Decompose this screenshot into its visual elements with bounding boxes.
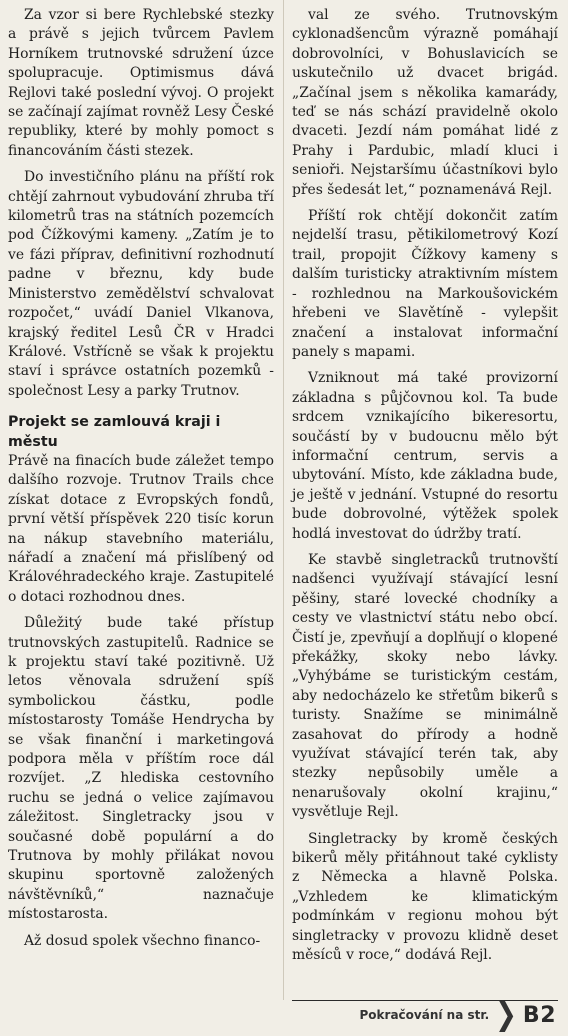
left-column [8,6,274,958]
paragraph: Ke stavbě singletracků trutnovští nadšenci využívají stávající lesní pěšiny, staré lovecké chodníky a cesty ve vlastnictví státu nebo obcí. Čistí je, zpevňují a doplňují o klopené překážky, skoky nebo lávky. „Vyhýbáme se turistickým cestám, aby nedocházelo ke střetům bikerů s turisty. Snažíme se minimálně zasahovat do přírody a hodně využívat stávající terén tak, aby stezky nepůsobily uměle a nenarušovaly okolní krajinu,“ vysvětluje Rejl. [292,551,558,821]
continuation-footer [359,997,556,1033]
paragraph: Příští rok chtějí dokončit zatím nejdelší trasu, pětikilometrový Kozí trail, propojit Čížkovy kameny s dalším turisticky atraktivním místem - rozhlednou na Markoušovickém hřebeni ve Slavětíně - vylepšit značení a instalovat informační panely s mapami. [292,208,558,360]
paragraph: val ze svého. Trutnovským cyklonadšencům výrazně pomáhají dobrovolníci, v Bohuslavicích se uskutečnilo už dvacet brigád. „Začínal jsem s několika kamarády, teď se nás schází pravidelně okolo dvaceti. Jezdí nám pomáhat lidé z Prahy i Pardubic, mladí kluci i senioři. Nejstaršímu účastníkovi bylo přes šedesát let,“ poznamenává Rejl. [292,7,558,198]
article-end-rule [292,1000,558,1001]
paragraph: Vzniknout má také provizorní základna s půjčovnou kol. Ta bude srdcem vznikajícího bikeresortu, součástí by v budoucnu mělo být informační centrum, servis a ubytování. Místo, kde základna bude, je ještě v jednání. Vstupné do resortu bude dobrovolné, výtěžek spolek hodlá investovat do údržby tratí. [292,370,558,542]
paragraph: Do investičního plánu na příští rok chtějí zahrnout vybudování zhruba tří kilometrů tras na státních pozemcích pod Čížkovými kameny. „Zatím je to ve fázi příprav, definitivní rozhodnutí padne v březnu, kdy bude Ministerstvo zemědělství schvalovat rozpočet,“ uvádí Daniel Vlkanova, krajský ředitel Lesů ČR v Hradci Králové. Vstřícně se však k projektu staví i správce ostatních pozemků - společnost Lesy a parky Trutnov. [8,169,274,399]
paragraph: Právě na finacích bude záležet tempo dalšího rozvoje. Trutnov Trails chce získat dotace z Evropských fondů, první větší příspěvek 220 tisíc korun na nákup stavebního materiálu, nářadí a značení má přislíbený od Královéhradeckého kraje. Zastupitelé o dotaci rozhodnou dnes. [8,452,274,605]
right-column [292,6,558,973]
section-subheading: Projekt se zamlouvá kraji i městu [8,414,221,450]
chevron-right-icon: ❯ [495,997,517,1033]
paragraph: Singletracky by kromě českých bikerů měly přitáhnout také cyklisty z Německa a hlavně Polska. „Vzhledem ke klimatickým podmínkám v regionu mohou být singletracky v provozu klidně deset měsíců v roce,“ dodává Rejl. [292,830,558,964]
page-reference[interactable]: B2 [522,1002,556,1028]
paragraph: Důležitý bude také přístup trutnovských zastupitelů. Radnice se k projektu staví také pozitivně. Už letos věnovala sdružení spíš symbolickou částku, podle místostarosty Tomáše Hendrycha by se však finanční i marketingová podpora měla v příštím roce dál rozvíjet. „Z hlediska cestovního ruchu se jedná o velice zajímavou záležitost. Singletracky jsou v současné době populární a do Trutnova by mohly přilákat novou skupinu sportovně založených návštěvníků,“ naznačuje místostarosta. [8,615,274,923]
paragraph: Až dosud spolek všechno financo- [24,932,261,949]
paragraph: Za vzor si bere Rychlebské stezky a právě s jejich tvůrcem Pavlem Horníkem trutnovské sdružení úzce spolupracuje. Optimismus dává Rejlovi také poslední vývoj. O projekt se začínají zajímat rovněž Lesy České republiky, které by mohly pomoct s financováním části stezek. [8,7,274,159]
column-divider [283,0,284,1000]
continued-label: Pokračování na str. [359,1008,490,1022]
